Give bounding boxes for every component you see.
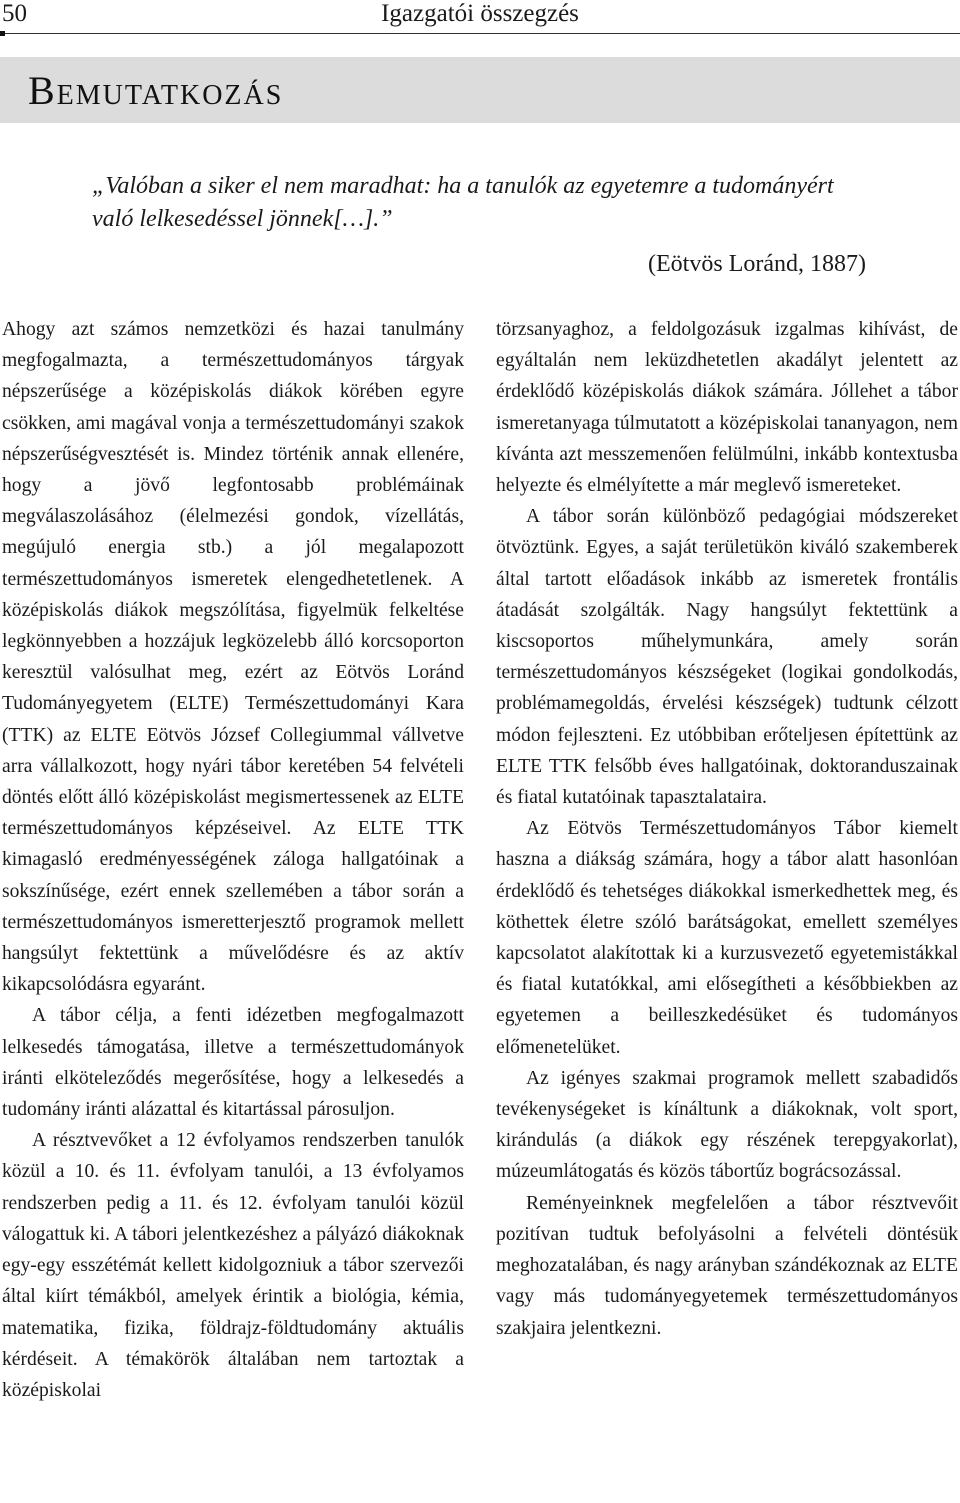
- paragraph: Az Eötvös Természettudományos Tábor kiemelt haszna a diákság számára, hogy a tábor alatt hasonlóan érdeklődő és tehetséges diákokkal ismerkedhettek meg, és köthettek életre szóló barátságokat, emellett személyes kapcsolatot alakítottak ki a kurzusvezető egyetemistákkal és fiatal kutatókkal, ami elősegítheti a későbbiekben az egyetemen a beilleszkedésüket és tudományos előmenetelüket.: [496, 818, 958, 1058]
- epigraph-quote: „Valóban a siker el nem maradhat: ha a tanulók az egyetemre a tudományért való lelkesedéssel jönnek[…].”: [92, 173, 834, 232]
- header-rule: [0, 33, 960, 34]
- page-number: 50: [2, 0, 27, 27]
- header-rule-marker: [0, 31, 5, 36]
- paragraph: törzsanyaghoz, a feldolgozásuk izgalmas kihívást, de egyáltalán nem leküzdhetetlen akadályt jelentett az érdeklődő középiskolás diákok számára. Jóllehet a tábor ismeretanyaga túlmutatott a középiskolai tananyagon, nem kívánta azt messzemenően felülmúlni, inkább kontextusba helyezte és elmélyítette a már meglevő ismereteket.: [496, 319, 958, 497]
- paragraph: A tábor célja, a fenti idézetben megfogalmazott lelkesedés támogatása, illetve a természettudományok iránti elköteleződés megerősítése, hogy a lelkesedés a tudomány iránti alázattal és kitartással párosuljon.: [2, 1005, 464, 1121]
- right-column: [496, 314, 958, 1344]
- paragraph: A tábor során különböző pedagógiai módszereket ötvöztünk. Egyes, a saját területükön kiváló szakemberek által tartott előadások inkább az ismeretek frontális átadását szolgálták. Nagy hangsúlyt fektettünk a kiscsoportos műhelymunkára, amely során természettudományos készségeket (logikai gondolkodás, problémamegoldás, érvelési készségek) tudtunk célzott módon fejleszteni. Ez utóbbiban erőteljesen építettünk az ELTE TTK felsőbb éves hallgatóinak, doktoranduszainak és fiatal kutatóinak tapasztalataira.: [496, 506, 958, 809]
- paragraph: Reményeinknek megfelelően a tábor résztvevőit pozitívan tudtuk befolyásolni a felvételi döntésük meghozatalában, és nagy arányban szándékoznak az ELTE vagy más tudományegyetemek természettudományos szakjaira jelentkezni.: [496, 1192, 958, 1339]
- paragraph: Ahogy azt számos nemzetközi és hazai tanulmány megfogalmazta, a természettudományos tárgyak népszerűsége a középiskolás diákok körében egyre csökken, ami magával vonja a természettudományi szakok népszerűségvesztését is. Mindez történik annak ellenére, hogy a jövő legfontosabb problémáinak megválaszolásához (élelmezési gondok, vízellátás, megújuló energia stb.) a jól megalapozott természettudományos ismeretek elengedhetetlenek. A középiskolás diákok megszólítása, figyelmük felkeltése legkönnyebben a hozzájuk legközelebb álló korcsoporton keresztül valósulhat meg, ezért az Eötvös Loránd Tudományegyetem (ELTE) Természettudományi Kara (TTK) az ELTE Eötvös József Collegiummal vállvetve arra vállalkozott, hogy nyári tábor keretében 54 felvételi döntés előtt álló középiskolást megismertessenek az ELTE természettudományos képzéseivel. Az ELTE TTK kimagasló eredményességének záloga hallgatóinak a sokszínűsége, ezért ennek szellemében a tábor során a természettudományos ismeretterjesztő programok mellett hangsúlyt fektettünk a művelődésre és az aktív kikapcsolódásra egyaránt.: [2, 319, 464, 996]
- left-column: [2, 314, 464, 1406]
- epigraph-source: (Eötvös Loránd, 1887): [648, 251, 866, 277]
- section-title: Bemutatkozás: [28, 68, 284, 113]
- paragraph: Az igényes szakmai programok mellett szabadidős tevékenységeket is kínáltunk a diákoknak, volt sport, kirándulás (a diákok egy részének terepgyakorlat), múzeumlátogatás és közös tábortűz bográcsozással.: [496, 1067, 958, 1183]
- running-head-title: Igazgatói összegzés: [381, 0, 579, 27]
- paragraph: A résztvevőket a 12 évfolyamos rendszerben tanulók közül a 10. és 11. évfolyam tanulói, a 13 évfolyamos rendszerben pedig a 11. és 12. évfolyam tanulói közül válogattuk ki. A tábori jelentkezéshez a pályázó diákoknak egy-egy esszétémát kellett kidolgozniuk a tábor szervezői által kiírt témákból, amelyek érintik a biológia, kémia, matematika, fizika, földrajz-földtudomány aktuális kérdéseit. A témakörök általában nem tartoztak a középiskolai: [2, 1130, 464, 1401]
- running-head: [0, 0, 960, 28]
